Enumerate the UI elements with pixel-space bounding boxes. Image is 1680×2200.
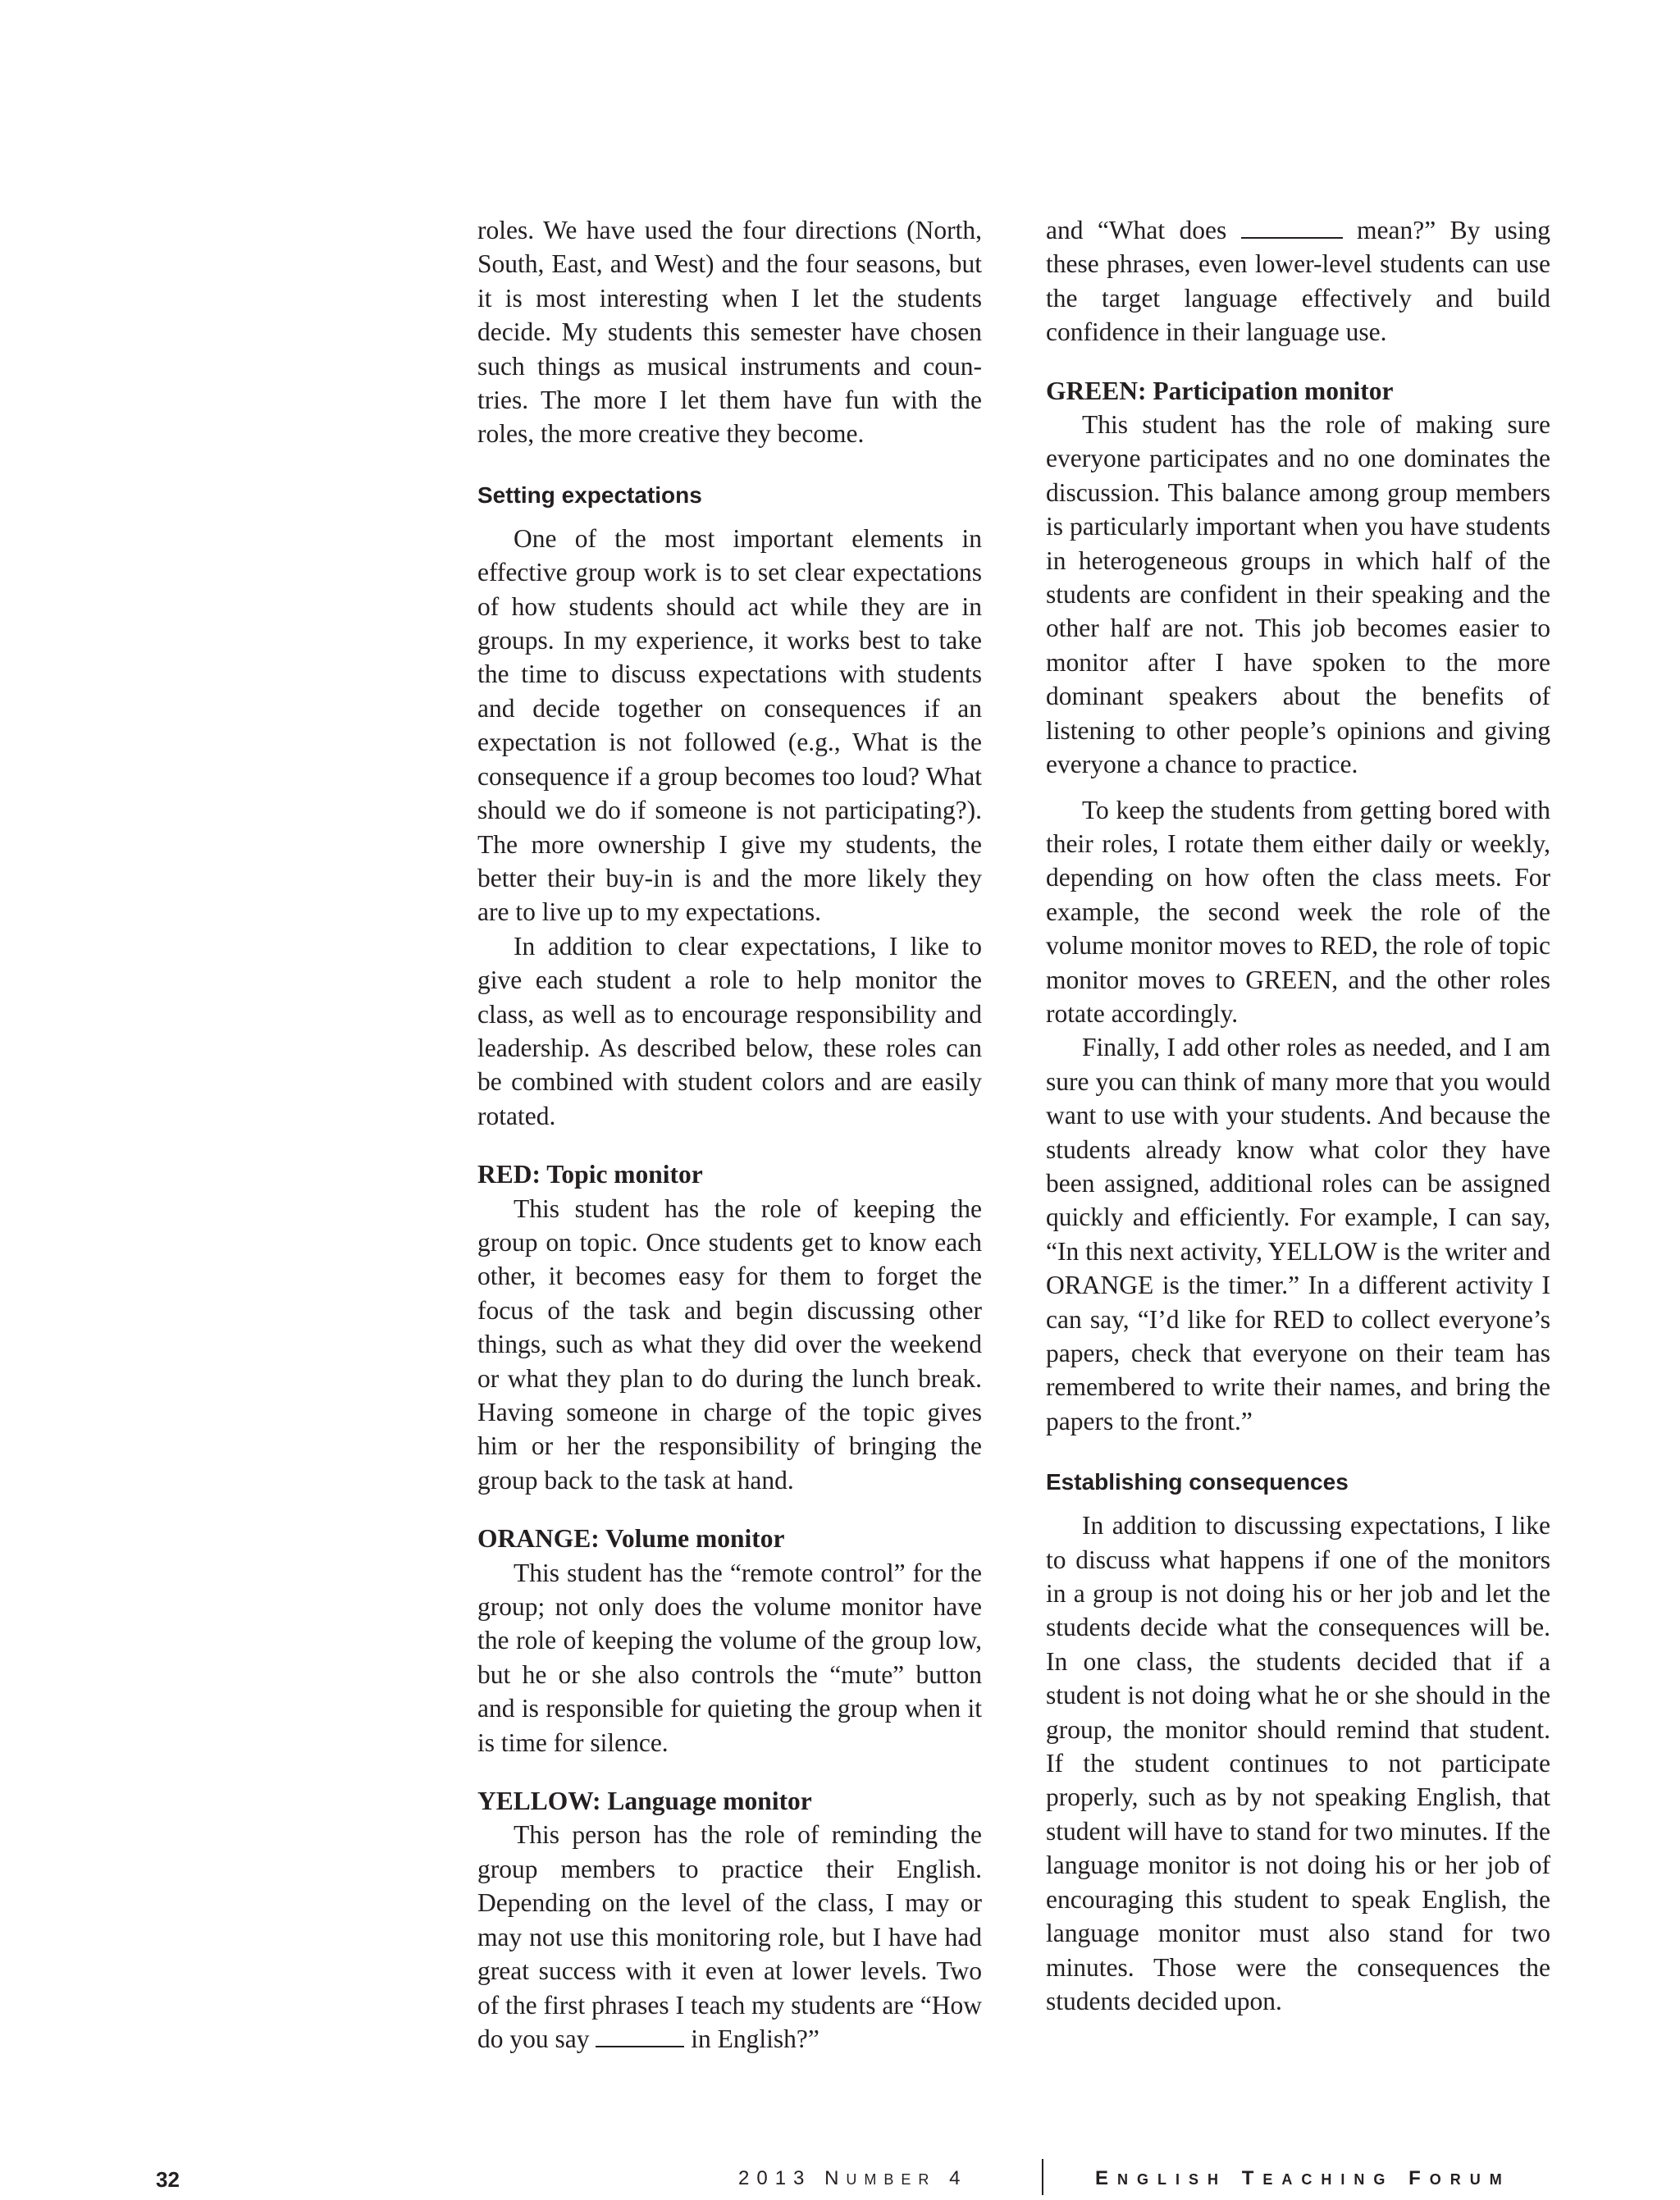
paragraph-expectations-1: One of the most important elements in effective group work is to set clear expectations of how students should act while they are in groups. In my experience, it works best to take the time to discuss expectations with students and decide together on consequences if an expectation is not followed (e.g., What is the consequence if a group becomes too loud? What should we do if someone is not participating?). The more ownership I give my students, the better their buy-in is and the more likely they are to live up to my expectations.	[477, 523, 982, 927]
fill-in-blank-line	[1241, 214, 1343, 239]
issue-year: 2013	[738, 2167, 812, 2189]
heading-yellow-language-monitor: YELLOW: Language monitor	[477, 1787, 812, 1816]
heading-establishing-consequences: Establishing consequences	[1046, 1469, 1349, 1495]
issue-number-initial: N	[824, 2167, 847, 2189]
journal-word-3-initial: F	[1408, 2167, 1430, 2189]
paragraph-finally: Finally, I add other roles as needed, and I am sure you can think of many more that you would want to use with your students. And because the students already know what color they have been assigned, additional roles can be assigned quickly and efficiently. For example, I can say, “In this next activity, YELLOW is the writer and ORANGE is the timer.” In a different activity I can say, “I’d like for RED to collect everyone’s papers, check that everyone on their team has remembered to write their names, and bring the papers to the front.”	[1046, 1033, 1550, 1435]
paragraph-rotate: To keep the students from getting bored with their roles, I rotate them either daily or weekly, depending on how often the class meets. For example, the second week the role of the volume monitor moves to RED, the role of topic monitor moves to GREEN, and the other roles rotate accordingly.	[1046, 795, 1550, 1028]
issue-info	[738, 2167, 967, 2190]
paragraph-orange: This student has the “remote control” for the group; not only does the volume monitor have the role of keeping the volume of the group low, but he or she also controls the “mute” button and is responsible for quieting the group when it is time for silence.	[477, 1558, 982, 1757]
paragraph-red: This student has the role of keeping the group on topic. Once students get to know each other, it becomes easy for them to forget the focus of the task and begin discussing other things, such as what they did over the weekend or what they plan to do during the lunch break. Having someone in charge of the topic gives him or her the responsibility of bringing the group back to the task at hand.	[477, 1194, 982, 1495]
journal-word-1-initial: E	[1095, 2167, 1118, 2189]
paragraph-phrases-text-before-blank: and “What does	[1046, 216, 1227, 244]
footer-divider	[1042, 2159, 1043, 2195]
journal-word-2-rest: EACHING	[1262, 2171, 1395, 2188]
heading-orange-volume-monitor: ORANGE: Volume monitor	[477, 1524, 785, 1554]
paragraph-yellow	[477, 1818, 982, 2056]
paragraph-green: This student has the role of making sure everyone participates and no one dominates the discussion. This balance among group members is particularly important when you have students in heterogeneous groups in which half of the students are confident in their speaking and the other half are not. This job becomes easier to monitor after I have spoken to the more dominant speakers about the benefits of listening to other people’s opinions and giving everyone a chance to practice.	[1046, 410, 1550, 779]
journal-word-3-rest: ORUM	[1429, 2171, 1511, 2188]
paragraph-roles-end: roles. We have used the four directions (North, South, East, and West) and the four seasons, but it is most interesting when I let the students decide. My students this semester have chosen such things as musical instruments and countries. The more I let them have fun with the roles, the more creative they become.	[477, 216, 982, 449]
paragraph-consequences: In addition to discussing expectations, I like to discuss what happens if one of the monitors in a group is not doing his or her job and let the students decide what the consequences will be. In one class, the students decided that if a student is not doing what he or she should in the group, the monitor should remind that student. If the student continues to not participate properly, such as by not speaking English, that student will have to stand for two minutes. If the language monitor is not doing his or her job of encouraging this student to speak English, the language monitor must also stand for two minutes. Those were the consequences the students decided upon.	[1046, 1511, 1550, 2015]
journal-word-2-initial: T	[1241, 2167, 1263, 2189]
journal-title	[1095, 2167, 1511, 2190]
page-number: 32	[156, 2167, 180, 2192]
paragraph-expectations-2: In addition to clear expectations, I like to give each student a role to help monitor the class, as well as to encourage responsibility and leadership. As described below, these roles can be combined with student colors and are easily rotated.	[477, 931, 982, 1130]
issue-number-label: UMBER	[846, 2171, 937, 2188]
paragraph-yellow-text-before-blank: This person has the role of reminding the group members to practice their English. Depending on the level of the class, I may or may not use this monitoring role, but I have had great success with it even at lower levels. Two of the first phrases I teach my students are “How do you say	[477, 1820, 982, 2053]
fill-in-blank-line	[596, 2023, 684, 2047]
heading-green-participation-monitor: GREEN: Participation monitor	[1046, 376, 1394, 405]
heading-setting-expectations: Setting expectations	[477, 482, 702, 508]
journal-word-1-rest: NGLISH	[1117, 2171, 1228, 2188]
left-column	[477, 213, 982, 2056]
issue-number-value: 4	[949, 2167, 968, 2189]
paragraph-yellow-text-after-blank: in English?”	[691, 2024, 819, 2053]
page-footer	[0, 2167, 1680, 2200]
right-column	[1046, 213, 1550, 2018]
paragraph-phrases-text-after-blank: mean?” By using these phrases, even lower-level students can use the target language effectively and build confidence in their language use.	[1046, 216, 1551, 347]
paragraph-phrases	[1046, 213, 1550, 349]
heading-red-topic-monitor: RED: Topic monitor	[477, 1160, 703, 1189]
